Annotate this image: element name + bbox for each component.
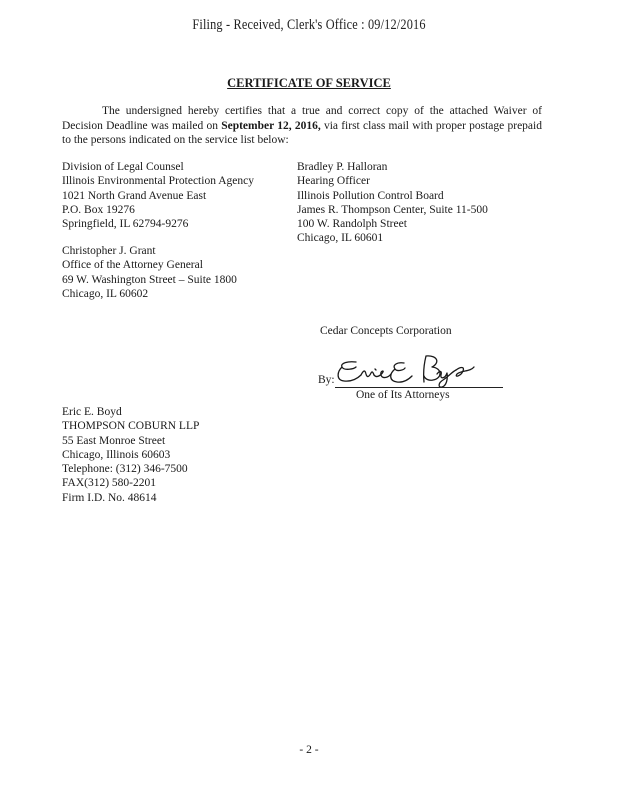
address-line: 69 W. Washington Street – Suite 1800 <box>62 273 237 286</box>
certification-text-start: The undersigned hereby certifies that a true and correct copy of the attached Waiver of Decision Deadline was mailed on <box>62 105 542 132</box>
firm-fax: FAX(312) 580-2201 <box>62 477 157 490</box>
firm-telephone: Telephone: (312) 346-7500 <box>62 463 188 476</box>
signature-line <box>335 387 503 388</box>
client-name: Cedar Concepts Corporation <box>320 325 452 337</box>
signature-block <box>318 352 508 404</box>
page-number: - 2 - <box>299 744 319 756</box>
filing-stamp: Filing - Received, Clerk's Office : 09/12/2016 <box>192 17 426 33</box>
attorney-name: Eric E. Boyd <box>62 406 122 418</box>
firm-id-number: Firm I.D. No. 48614 <box>62 491 157 504</box>
address-line: Illinois Environmental Protection Agency <box>62 175 254 188</box>
signer-role: One of Its Attorneys <box>356 389 450 401</box>
certificate-title: CERTIFICATE OF SERVICE <box>227 76 391 90</box>
address-line: Division of Legal Counsel <box>62 161 184 173</box>
certification-text-end: via first class mail with proper postage prepaid to the persons indicated on the service list below: <box>62 119 542 146</box>
address-line: Bradley P. Halloran <box>297 161 388 173</box>
address-line: P.O. Box 19276 <box>62 203 135 216</box>
address-line: Illinois Pollution Control Board <box>297 189 444 202</box>
address-attorney-general <box>62 244 237 301</box>
address-line: Christopher J. Grant <box>62 245 156 257</box>
address-line: Chicago, IL 60602 <box>62 287 149 300</box>
address-legal-counsel <box>62 160 254 231</box>
firm-street: 55 East Monroe Street <box>62 434 166 447</box>
law-firm-name: THOMPSON COBURN LLP <box>62 420 200 433</box>
firm-city: Chicago, Illinois 60603 <box>62 448 171 461</box>
address-hearing-officer <box>297 160 488 246</box>
attorney-contact-block <box>62 405 199 505</box>
by-label: By: <box>318 374 335 386</box>
address-line: James R. Thompson Center, Suite 11-500 <box>297 203 488 216</box>
address-line: Hearing Officer <box>297 175 370 188</box>
certification-paragraph <box>62 104 542 148</box>
address-line: 100 W. Randolph Street <box>297 218 407 231</box>
handwritten-signature <box>334 352 484 388</box>
address-line: Chicago, IL 60601 <box>297 232 384 245</box>
address-line: 1021 North Grand Avenue East <box>62 189 207 202</box>
mailing-date: September 12, 2016, <box>221 119 321 132</box>
address-line: Springfield, IL 62794-9276 <box>62 218 189 231</box>
address-line: Office of the Attorney General <box>62 259 203 272</box>
